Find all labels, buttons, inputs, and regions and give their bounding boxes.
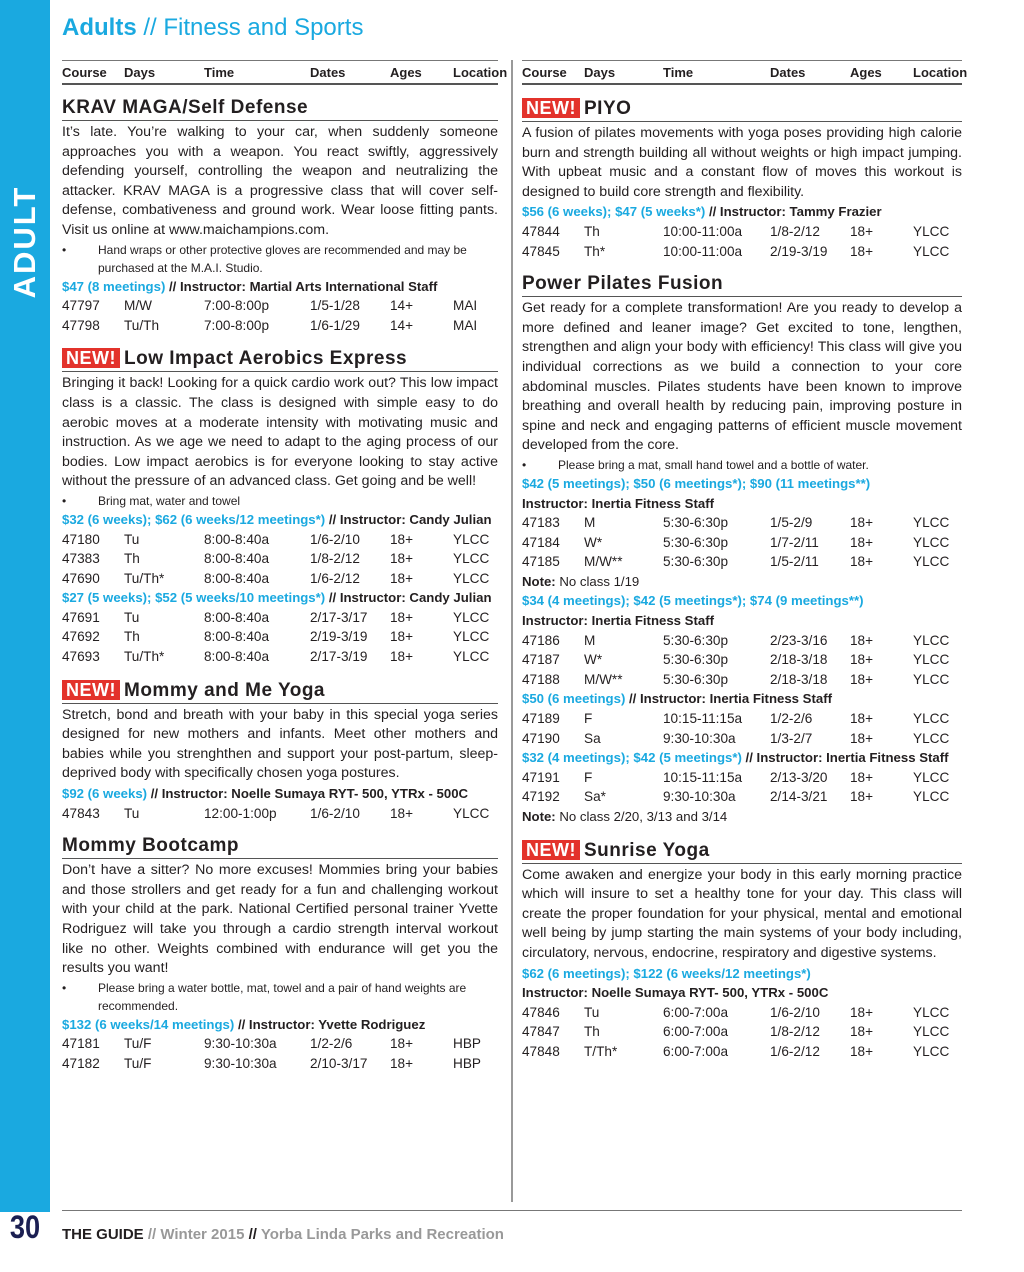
schedule-row — [62, 804, 498, 824]
cell-dates: 1/5-2/9 — [770, 515, 813, 531]
cell-ages: 18+ — [390, 649, 414, 665]
cell-time: 8:00-8:40a — [204, 629, 270, 645]
price-instructor: // Instructor: Inertia Fitness Staff — [625, 691, 832, 707]
cell-location: YLCC — [453, 805, 490, 821]
cell-dates: 2/17-3/19 — [310, 649, 368, 665]
cell-days: W* — [584, 534, 603, 550]
schedule-row — [62, 569, 498, 589]
page-number: 30 — [9, 1209, 41, 1245]
schedule-row — [522, 222, 962, 242]
schedule-row — [522, 709, 962, 729]
cell-dates: 1/2-2/6 — [770, 711, 813, 727]
column-header-course: Course — [522, 65, 567, 80]
cell-dates: 2/19-3/19 — [310, 629, 368, 645]
column-header-dates: Dates — [310, 65, 346, 80]
price-line — [522, 964, 962, 984]
price-instructor: Instructor: Inertia Fitness Staff — [522, 613, 714, 629]
schedule-row — [522, 1042, 962, 1062]
cell-course-number: 47691 — [62, 609, 100, 625]
cell-time: 10:00-11:00a — [663, 243, 743, 259]
schedule-row — [62, 608, 498, 628]
column-header-row — [522, 60, 968, 85]
price-instructor: Instructor: Inertia Fitness Staff — [522, 495, 714, 511]
cell-time: 6:00-7:00a — [663, 1004, 729, 1020]
schedule-note — [522, 572, 962, 592]
cell-days: Th — [124, 629, 140, 645]
cell-ages: 14+ — [390, 298, 414, 314]
cell-days: Sa — [584, 730, 601, 746]
header-category: Adults — [62, 14, 137, 41]
cell-days: Tu/F — [124, 1055, 152, 1071]
column-header-ages: Ages — [850, 65, 882, 80]
cell-time: 6:00-7:00a — [663, 1024, 729, 1040]
cell-dates: 1/7-2/11 — [770, 534, 819, 550]
column-header-time: Time — [663, 65, 694, 80]
class-description: It’s late. You’re walking to your car, when suddenly someone approaches you with a weapon. You react swiftly, aggressively defending yourself, controlling the weapon and neutralizing the attacker. KRAV MAGA is a progressive class that will cover self-defense, combativeness and ground work. Wear loose fitting pants. Visit us online at www.maichampions.com. — [62, 124, 498, 238]
schedule-row — [62, 296, 498, 316]
cell-days: T/Th* — [584, 1043, 618, 1059]
class-section — [62, 835, 498, 1073]
cell-location: YLCC — [913, 515, 950, 531]
cell-dates: 2/18-3/18 — [770, 671, 828, 687]
class-title-text: Sunrise Yoga — [584, 839, 710, 861]
class-title-text: PIYO — [584, 98, 632, 119]
class-title-text: Power Pilates Fusion — [522, 273, 724, 295]
cell-time: 7:00-8:00p — [204, 298, 270, 314]
header-subcategory: Fitness and Sports — [163, 14, 364, 41]
class-title — [62, 347, 498, 372]
column-header-course: Course — [62, 65, 107, 80]
cell-time: 9:30-10:30a — [663, 789, 736, 805]
cell-ages: 18+ — [850, 243, 874, 259]
cell-days: M/W — [124, 298, 152, 314]
cell-dates: 2/18-3/18 — [770, 652, 828, 668]
price-line — [62, 277, 498, 297]
cell-location: MAI — [453, 298, 478, 314]
cell-days: M/W** — [584, 671, 623, 687]
schedule-row — [522, 242, 962, 262]
bullet-note: • Hand wraps or other protective gloves are recommended and may be purchased at the M.A.I. Studio. — [62, 241, 498, 277]
price-line — [522, 983, 962, 1003]
cell-dates: 1/6-2/12 — [310, 570, 360, 586]
schedule-row — [522, 513, 962, 533]
bullet-note: • Please bring a mat, small hand towel and a bottle of water. — [522, 456, 962, 474]
cell-days: M — [584, 515, 596, 531]
cell-course-number: 47186 — [522, 632, 560, 648]
cell-ages: 18+ — [390, 1055, 414, 1071]
cell-location: YLCC — [453, 531, 490, 547]
class-title-text: Mommy and Me Yoga — [124, 679, 325, 701]
price-fee: $32 (6 weeks); $62 (6 weeks/12 meetings*) — [62, 511, 326, 527]
cell-ages: 18+ — [850, 652, 874, 668]
cell-location: YLCC — [913, 554, 950, 570]
cell-course-number: 47847 — [522, 1024, 560, 1040]
cell-time: 9:30-10:30a — [663, 730, 736, 746]
cell-location: YLCC — [913, 1004, 950, 1020]
schedule-row — [62, 1034, 498, 1054]
cell-ages: 18+ — [390, 609, 414, 625]
right-column — [522, 60, 968, 1062]
price-instructor: // Instructor: Tammy Frazier — [705, 204, 882, 220]
note-text: No class 1/19 — [555, 573, 640, 589]
cell-time: 8:00-8:40a — [204, 551, 270, 567]
price-fee: $34 (4 meetings); $42 (5 meetings*); $74 (9 meetings**) — [522, 593, 864, 609]
cell-days: W* — [584, 652, 603, 668]
price-fee: $50 (6 meetings) — [522, 691, 626, 707]
class-title-text: Mommy Bootcamp — [62, 835, 239, 857]
footer-season: Winter 2015 — [160, 1226, 245, 1243]
schedule-row — [62, 1054, 498, 1074]
header-separator: // — [136, 14, 164, 41]
class-section — [62, 97, 498, 335]
schedule-row — [522, 768, 962, 788]
cell-days: Th — [584, 223, 600, 239]
column-header-location: Location — [453, 65, 508, 80]
cell-days: Tu — [124, 609, 140, 625]
cell-location: YLCC — [913, 243, 950, 259]
price-line — [522, 474, 962, 494]
cell-location: YLCC — [453, 609, 490, 625]
class-description: A fusion of pilates movements with yoga poses providing high calorie burn and strength building all without weights or high impact jumping. With upbeat music and a constant flow of moves this workout is designed to build core strength and flexibility. — [522, 125, 962, 200]
cell-ages: 18+ — [390, 531, 414, 547]
cell-course-number: 47845 — [522, 243, 560, 259]
schedule-note — [522, 807, 962, 827]
cell-course-number: 47182 — [62, 1055, 100, 1071]
cell-location: YLCC — [913, 1024, 950, 1040]
cell-dates: 1/5-1/28 — [310, 298, 360, 314]
cell-course-number: 47184 — [522, 534, 560, 550]
price-instructor: // Instructor: Candy Julian — [325, 590, 492, 606]
cell-ages: 18+ — [850, 1004, 874, 1020]
cell-course-number: 47844 — [522, 223, 560, 239]
cell-course-number: 47191 — [522, 769, 560, 785]
cell-days: F — [584, 769, 593, 785]
column-header-location: Location — [913, 65, 968, 80]
new-badge: NEW! — [62, 348, 120, 368]
cell-time: 5:30-6:30p — [663, 515, 729, 531]
cell-ages: 18+ — [850, 632, 874, 648]
cell-ages: 18+ — [390, 629, 414, 645]
class-title — [522, 839, 962, 864]
cell-days: Tu/Th* — [124, 649, 165, 665]
price-fee: $42 (5 meetings); $50 (6 meetings*); $90 (11 meetings**) — [522, 475, 871, 491]
footer-guide: THE GUIDE — [62, 1226, 144, 1243]
cell-dates: 1/6-2/10 — [310, 531, 360, 547]
price-fee: $62 (6 meetings); $122 (6 weeks/12 meetings*) — [522, 965, 811, 981]
schedule-row — [522, 729, 962, 749]
column-divider — [511, 60, 513, 1202]
cell-dates: 1/6-1/29 — [310, 317, 360, 333]
schedule-row — [522, 787, 962, 807]
class-title — [62, 97, 498, 121]
price-line — [522, 689, 962, 709]
class-title — [522, 97, 962, 122]
note-text: No class 2/20, 3/13 and 3/14 — [555, 809, 728, 824]
cell-dates: 1/8-2/12 — [770, 1024, 820, 1040]
class-title — [522, 273, 962, 297]
price-line — [522, 611, 962, 631]
cell-ages: 18+ — [850, 1043, 874, 1059]
cell-days: M/W** — [584, 554, 623, 570]
cell-time: 5:30-6:30p — [663, 652, 729, 668]
cell-time: 5:30-6:30p — [663, 534, 729, 550]
cell-location: YLCC — [913, 711, 950, 727]
page-header — [62, 14, 363, 42]
cell-time: 7:00-8:00p — [204, 317, 270, 333]
footer-rule — [62, 1210, 962, 1211]
cell-dates: 1/6-2/10 — [770, 1004, 820, 1020]
column-header-days: Days — [124, 65, 156, 80]
left-column — [62, 60, 508, 1074]
cell-days: Tu — [124, 805, 140, 821]
cell-dates: 2/10-3/17 — [310, 1055, 368, 1071]
cell-dates: 2/13-3/20 — [770, 769, 828, 785]
note-label: Note: — [522, 573, 556, 589]
cell-ages: 18+ — [850, 789, 874, 805]
price-fee: $32 (4 meetings); $42 (5 meetings*) — [522, 750, 742, 766]
schedule-row — [522, 650, 962, 670]
price-instructor: // Instructor: Noelle Sumaya RYT- 500, YTRx - 500C — [147, 786, 469, 802]
column-header-days: Days — [584, 65, 616, 80]
cell-course-number: 47797 — [62, 298, 100, 314]
cell-dates: 1/2-2/6 — [310, 1036, 353, 1052]
cell-course-number: 47798 — [62, 317, 100, 333]
price-line — [62, 784, 498, 804]
class-description: Get ready for a complete transformation! Are you ready to develop a more defined and leaner image? Get excited to tone, lengthen, strengthen and align your body with efficiency! This class will give you individual corrections as we build a connection to your core abdominal muscles. Pilates students have been known to improve breathing and overall health by reducing pain, improving posture in spine and neck and engaging patterns of efficient muscle movement developed from the core. — [522, 300, 962, 454]
cell-dates: 1/8-2/12 — [770, 223, 820, 239]
cell-days: Tu/F — [124, 1036, 152, 1052]
new-badge: NEW! — [62, 680, 120, 700]
cell-ages: 18+ — [850, 1024, 874, 1040]
price-line — [522, 494, 962, 514]
cell-dates: 2/14-3/21 — [770, 789, 828, 805]
schedule-row — [62, 647, 498, 667]
class-section — [62, 347, 498, 666]
sidebar — [0, 0, 50, 1272]
cell-ages: 18+ — [390, 1036, 414, 1052]
column-header-row — [62, 60, 508, 85]
class-section — [62, 679, 498, 824]
price-instructor: Instructor: Noelle Sumaya RYT- 500, YTRx - 500C — [522, 985, 829, 1001]
column-header-dates: Dates — [770, 65, 806, 80]
price-line — [522, 202, 962, 222]
cell-days: Th — [584, 1024, 600, 1040]
schedule-row — [62, 627, 498, 647]
cell-ages: 18+ — [850, 769, 874, 785]
cell-course-number: 47690 — [62, 570, 100, 586]
cell-ages: 18+ — [850, 711, 874, 727]
price-fee: $27 (5 weeks); $52 (5 weeks/10 meetings*) — [62, 590, 326, 606]
cell-days: Th — [124, 551, 140, 567]
schedule-row — [522, 631, 962, 651]
cell-days: Tu — [584, 1004, 600, 1020]
cell-time: 6:00-7:00a — [663, 1043, 729, 1059]
cell-location: YLCC — [913, 671, 950, 687]
class-title-text: Low Impact Aerobics Express — [124, 348, 408, 370]
price-instructor: // Instructor: Candy Julian — [325, 511, 492, 527]
price-fee: $92 (6 weeks) — [62, 786, 148, 802]
price-fee: $132 (6 weeks/14 meetings) — [62, 1016, 235, 1032]
class-title — [62, 835, 498, 859]
class-title-text: KRAV MAGA/Self Defense — [62, 97, 309, 118]
cell-days: Tu — [124, 531, 140, 547]
footer-sep: // — [244, 1226, 261, 1243]
cell-course-number: 47181 — [62, 1036, 100, 1052]
cell-course-number: 47190 — [522, 730, 560, 746]
footer — [62, 1226, 504, 1243]
cell-location: MAI — [453, 317, 478, 333]
cell-ages: 18+ — [850, 534, 874, 550]
cell-dates: 2/17-3/17 — [310, 609, 368, 625]
cell-dates: 1/5-2/11 — [770, 554, 819, 570]
cell-time: 8:00-8:40a — [204, 570, 270, 586]
cell-location: HBP — [453, 1055, 481, 1071]
cell-days: Tu/Th — [124, 317, 159, 333]
new-badge: NEW! — [522, 98, 580, 118]
cell-time: 10:15-11:15a — [663, 769, 743, 785]
cell-time: 9:30-10:30a — [204, 1036, 277, 1052]
cell-location: YLCC — [913, 769, 950, 785]
cell-course-number: 47187 — [522, 652, 560, 668]
price-instructor: // Instructor: Martial Arts International Staff — [165, 278, 438, 294]
cell-ages: 14+ — [390, 317, 414, 333]
schedule-row — [522, 1003, 962, 1023]
cell-ages: 18+ — [390, 551, 414, 567]
cell-days: Sa* — [584, 789, 606, 805]
schedule-row — [62, 530, 498, 550]
cell-course-number: 47189 — [522, 711, 560, 727]
schedule-row — [522, 1022, 962, 1042]
class-section — [522, 273, 962, 826]
cell-course-number: 47848 — [522, 1043, 560, 1059]
class-description: Don’t have a sitter? No more excuses! Mommies bring your babies and those strollers and get ready for a fun and challenging workout with your child at the park. National Certified personal trainer Yvette Rodriguez will take you through a cardio strength interval workout like no other. Weights combined with endurance will get you the results you want! — [62, 862, 498, 977]
schedule-row — [62, 549, 498, 569]
cell-course-number: 47192 — [522, 789, 560, 805]
side-label: ADULT — [7, 185, 42, 299]
cell-dates: 1/6-2/10 — [310, 805, 360, 821]
cell-ages: 18+ — [850, 554, 874, 570]
price-line — [62, 588, 498, 608]
cell-time: 8:00-8:40a — [204, 531, 270, 547]
cell-dates: 1/3-2/7 — [770, 730, 813, 746]
cell-location: YLCC — [453, 551, 490, 567]
cell-ages: 18+ — [390, 570, 414, 586]
schedule-row — [522, 670, 962, 690]
cell-location: YLCC — [913, 1043, 950, 1059]
cell-time: 9:30-10:30a — [204, 1055, 277, 1071]
price-instructor: // Instructor: Yvette Rodriguez — [234, 1016, 426, 1032]
schedule-row — [522, 533, 962, 553]
cell-ages: 18+ — [850, 515, 874, 531]
cell-location: YLCC — [913, 789, 950, 805]
class-description: Bringing it back! Looking for a quick cardio work out? This low impact class is a classic. The class is designed with simple easy to do aerobic moves at a moderate intensity with motivating music and instruction. As we age we need to adapt to the aging process of our bodies. Low impact aerobics is for everyone looking to stay active without the pressure of an advanced class. Get going and be well! — [62, 375, 498, 490]
price-fee: $56 (6 weeks); $47 (5 weeks*) — [522, 204, 706, 220]
cell-course-number: 47383 — [62, 551, 100, 567]
cell-time: 8:00-8:40a — [204, 609, 270, 625]
price-line — [522, 748, 962, 768]
cell-ages: 18+ — [850, 671, 874, 687]
cell-location: YLCC — [453, 629, 490, 645]
footer-sep: // — [143, 1226, 161, 1243]
cell-location: YLCC — [913, 652, 950, 668]
cell-course-number: 47188 — [522, 671, 560, 687]
column-header-ages: Ages — [390, 65, 422, 80]
cell-days: Th* — [584, 243, 606, 259]
cell-course-number: 47693 — [62, 649, 100, 665]
class-section — [522, 97, 962, 261]
new-badge: NEW! — [522, 840, 580, 860]
price-instructor: // Instructor: Inertia Fitness Staff — [741, 750, 949, 766]
cell-location: YLCC — [453, 570, 490, 586]
cell-dates: 1/8-2/12 — [310, 551, 360, 567]
schedule-row — [522, 552, 962, 572]
cell-course-number: 47843 — [62, 805, 100, 821]
schedule-row — [62, 316, 498, 336]
cell-ages: 18+ — [390, 805, 414, 821]
price-line — [62, 510, 498, 530]
column-header-time: Time — [204, 65, 235, 80]
cell-time: 10:15-11:15a — [663, 711, 743, 727]
bullet-note: • Please bring a water bottle, mat, towel and a pair of hand weights are recommended. — [62, 979, 498, 1015]
class-title — [62, 679, 498, 704]
cell-ages: 18+ — [850, 730, 874, 746]
cell-location: YLCC — [453, 649, 490, 665]
cell-time: 5:30-6:30p — [663, 632, 729, 648]
cell-location: YLCC — [913, 632, 950, 648]
cell-dates: 1/6-2/12 — [770, 1043, 820, 1059]
cell-dates: 2/19-3/19 — [770, 243, 828, 259]
cell-time: 10:00-11:00a — [663, 223, 743, 239]
cell-location: YLCC — [913, 730, 950, 746]
cell-location: YLCC — [913, 223, 950, 239]
cell-time: 5:30-6:30p — [663, 671, 729, 687]
footer-org: Yorba Linda Parks and Recreation — [260, 1226, 504, 1243]
class-section — [522, 839, 962, 1062]
price-fee: $47 (8 meetings) — [62, 278, 166, 294]
cell-course-number: 47692 — [62, 629, 100, 645]
class-description: Come awaken and energize your body in this early morning practice which will insure to set a healthy tone for your day. This class will create the proper foundation for your physical, mental and emotional well being by jump starting the main systems of your body including, circulatory, nervous, endocrine, respiratory and digestive systems. — [522, 866, 962, 961]
cell-course-number: 47180 — [62, 531, 100, 547]
cell-time: 12:00-1:00p — [204, 805, 277, 821]
cell-ages: 18+ — [850, 223, 874, 239]
cell-course-number: 47183 — [522, 515, 560, 531]
bullet-note: • Bring mat, water and towel — [62, 492, 498, 510]
cell-days: Tu/Th* — [124, 570, 165, 586]
class-description: Stretch, bond and breath with your baby in this special yoga series designed for new mothers and infants. Meet other mothers and babies while you strenghthen and support your post-partum, sleep-deprived body with specifically chosen yoga postures. — [62, 706, 498, 782]
cell-dates: 2/23-3/16 — [770, 632, 828, 648]
cell-location: HBP — [453, 1036, 481, 1052]
price-line — [522, 591, 962, 611]
cell-course-number: 47846 — [522, 1004, 560, 1020]
cell-days: F — [584, 711, 593, 727]
cell-time: 5:30-6:30p — [663, 554, 729, 570]
cell-time: 8:00-8:40a — [204, 649, 270, 665]
cell-course-number: 47185 — [522, 554, 560, 570]
cell-location: YLCC — [913, 534, 950, 550]
price-line — [62, 1015, 498, 1035]
cell-days: M — [584, 632, 596, 648]
note-label: Note: — [522, 809, 556, 824]
